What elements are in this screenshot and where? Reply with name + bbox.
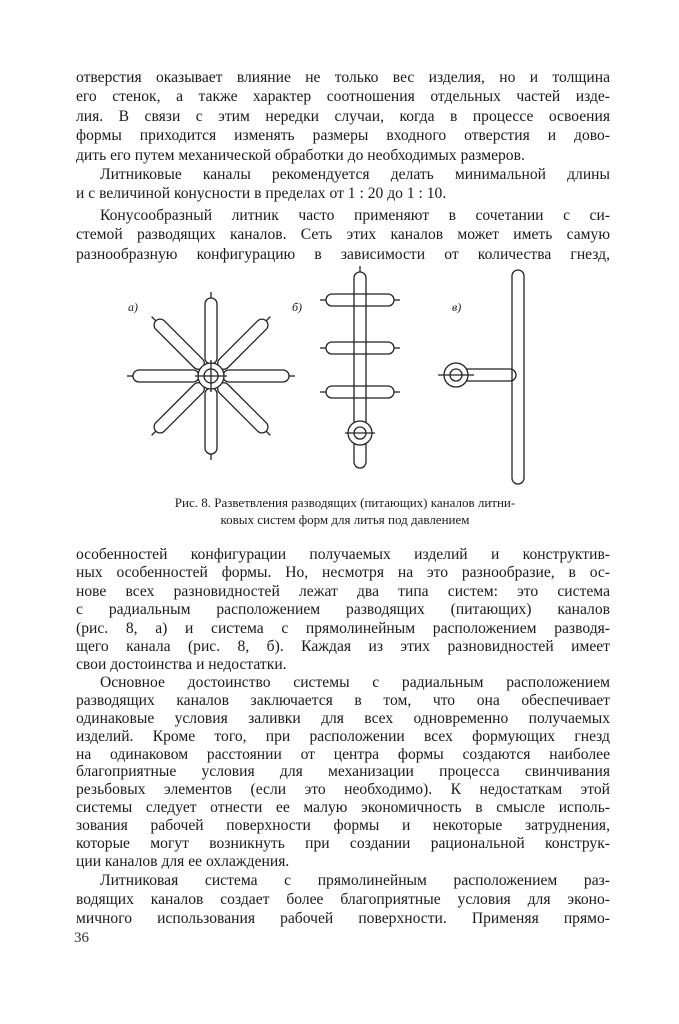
text-line: одинаковые условия заливки для всех одновременно получаемых (76, 709, 610, 727)
paragraph-4 (76, 546, 610, 675)
text-line: мичного использования рабочей поверхности. Применяя прямо- (76, 910, 610, 927)
text-line: Литниковая система с прямолинейным расположением раз- (100, 872, 610, 889)
radial-runner-system (127, 292, 295, 460)
text-line: разводящих каналов заключается в том, что она обеспечивает (76, 691, 610, 709)
text-line: и с величиной конусности в пределах от 1 : 20 до 1 : 10. (76, 185, 447, 203)
text-line: системы следует отнести ее малую экономичность в смысле исполь- (76, 799, 610, 817)
text-line: стемой разводящих каналов. Сеть этих каналов может иметь самую (76, 226, 610, 244)
text-line: водящих каналов создает более благоприятные условия для эконо- (76, 891, 610, 908)
text-line: Литниковые каналы рекомендуется делать минимальной длины (100, 165, 610, 183)
figure-caption (120, 494, 570, 528)
text-line: которые могут возникнуть при создании рациональной конструк- (76, 835, 610, 853)
text-line: его стенок, а также характер соотношения отдельных частей изде- (76, 88, 610, 106)
text-line: Основное достоинство системы с радиальным расположением (100, 674, 610, 691)
text-line: формы приходится изменять размеры входного отверстия и дово- (76, 127, 610, 145)
text-line: ции каналов для ее охлаждения. (76, 852, 290, 870)
figure-label-c: в) (452, 300, 462, 314)
text-line: изделий. Кроме того, при расположении всех формующих гнезд (76, 727, 610, 745)
text-line: особенностей конфигурации получаемых изделий и конструктив- (76, 546, 610, 563)
text-line: дить его путем механической обработки до необходимых размеров. (76, 146, 525, 164)
text-line: благоприятные условия для механизации процесса свинчивания (76, 763, 610, 781)
paragraph-6 (76, 871, 610, 928)
text-line: разнообразную конфигурацию в зависимости от количества гнезд, (76, 245, 610, 263)
linear-runner-system (438, 270, 524, 484)
text-line: зования рабочей поверхности формы и некоторые затруднения, (76, 817, 610, 835)
text-line: Конусообразный литник часто применяют в сочетании с си- (100, 206, 610, 224)
paragraph-5 (76, 674, 610, 871)
text-line: (рис. 8, а) и система с прямолинейным расположением разводя- (76, 619, 610, 637)
text-line: на одинаковом расстоянии от центра формы создаются наиболее (76, 745, 610, 763)
text-line: ных особенностей формы. Но, несмотря на это разнообразие, в ос- (76, 564, 610, 582)
caption-line: Рис. 8. Разветвления разводящих (питающих) каналов литни- (174, 495, 516, 510)
text-line: с радиальным расположением разводящих (питающих) каналов (76, 601, 610, 619)
comb-runner-system (320, 266, 400, 468)
page-number: 36 (74, 930, 89, 946)
text-line: резьбовых элементов (если это необходимо). К недостаткам этой (76, 781, 610, 799)
text-line: нове всех разновидностей лежат два типа систем: это система (76, 582, 610, 600)
figure-label-a: а) (128, 300, 138, 314)
text-line: отверстия оказывает влияние не только вес изделия, но и толщина (76, 69, 610, 86)
figure-label-b: б) (292, 300, 303, 314)
text-line: свои достоинства и недостатки. (76, 656, 287, 674)
text-line: лия. В связи с этим нередки случаи, когда в процессе освоения (76, 107, 610, 125)
caption-line: ковых систем форм для литья под давлением (220, 512, 470, 527)
text-line: щего канала (рис. 8, б). Каждая из этих разновидностей имеет (76, 637, 610, 655)
